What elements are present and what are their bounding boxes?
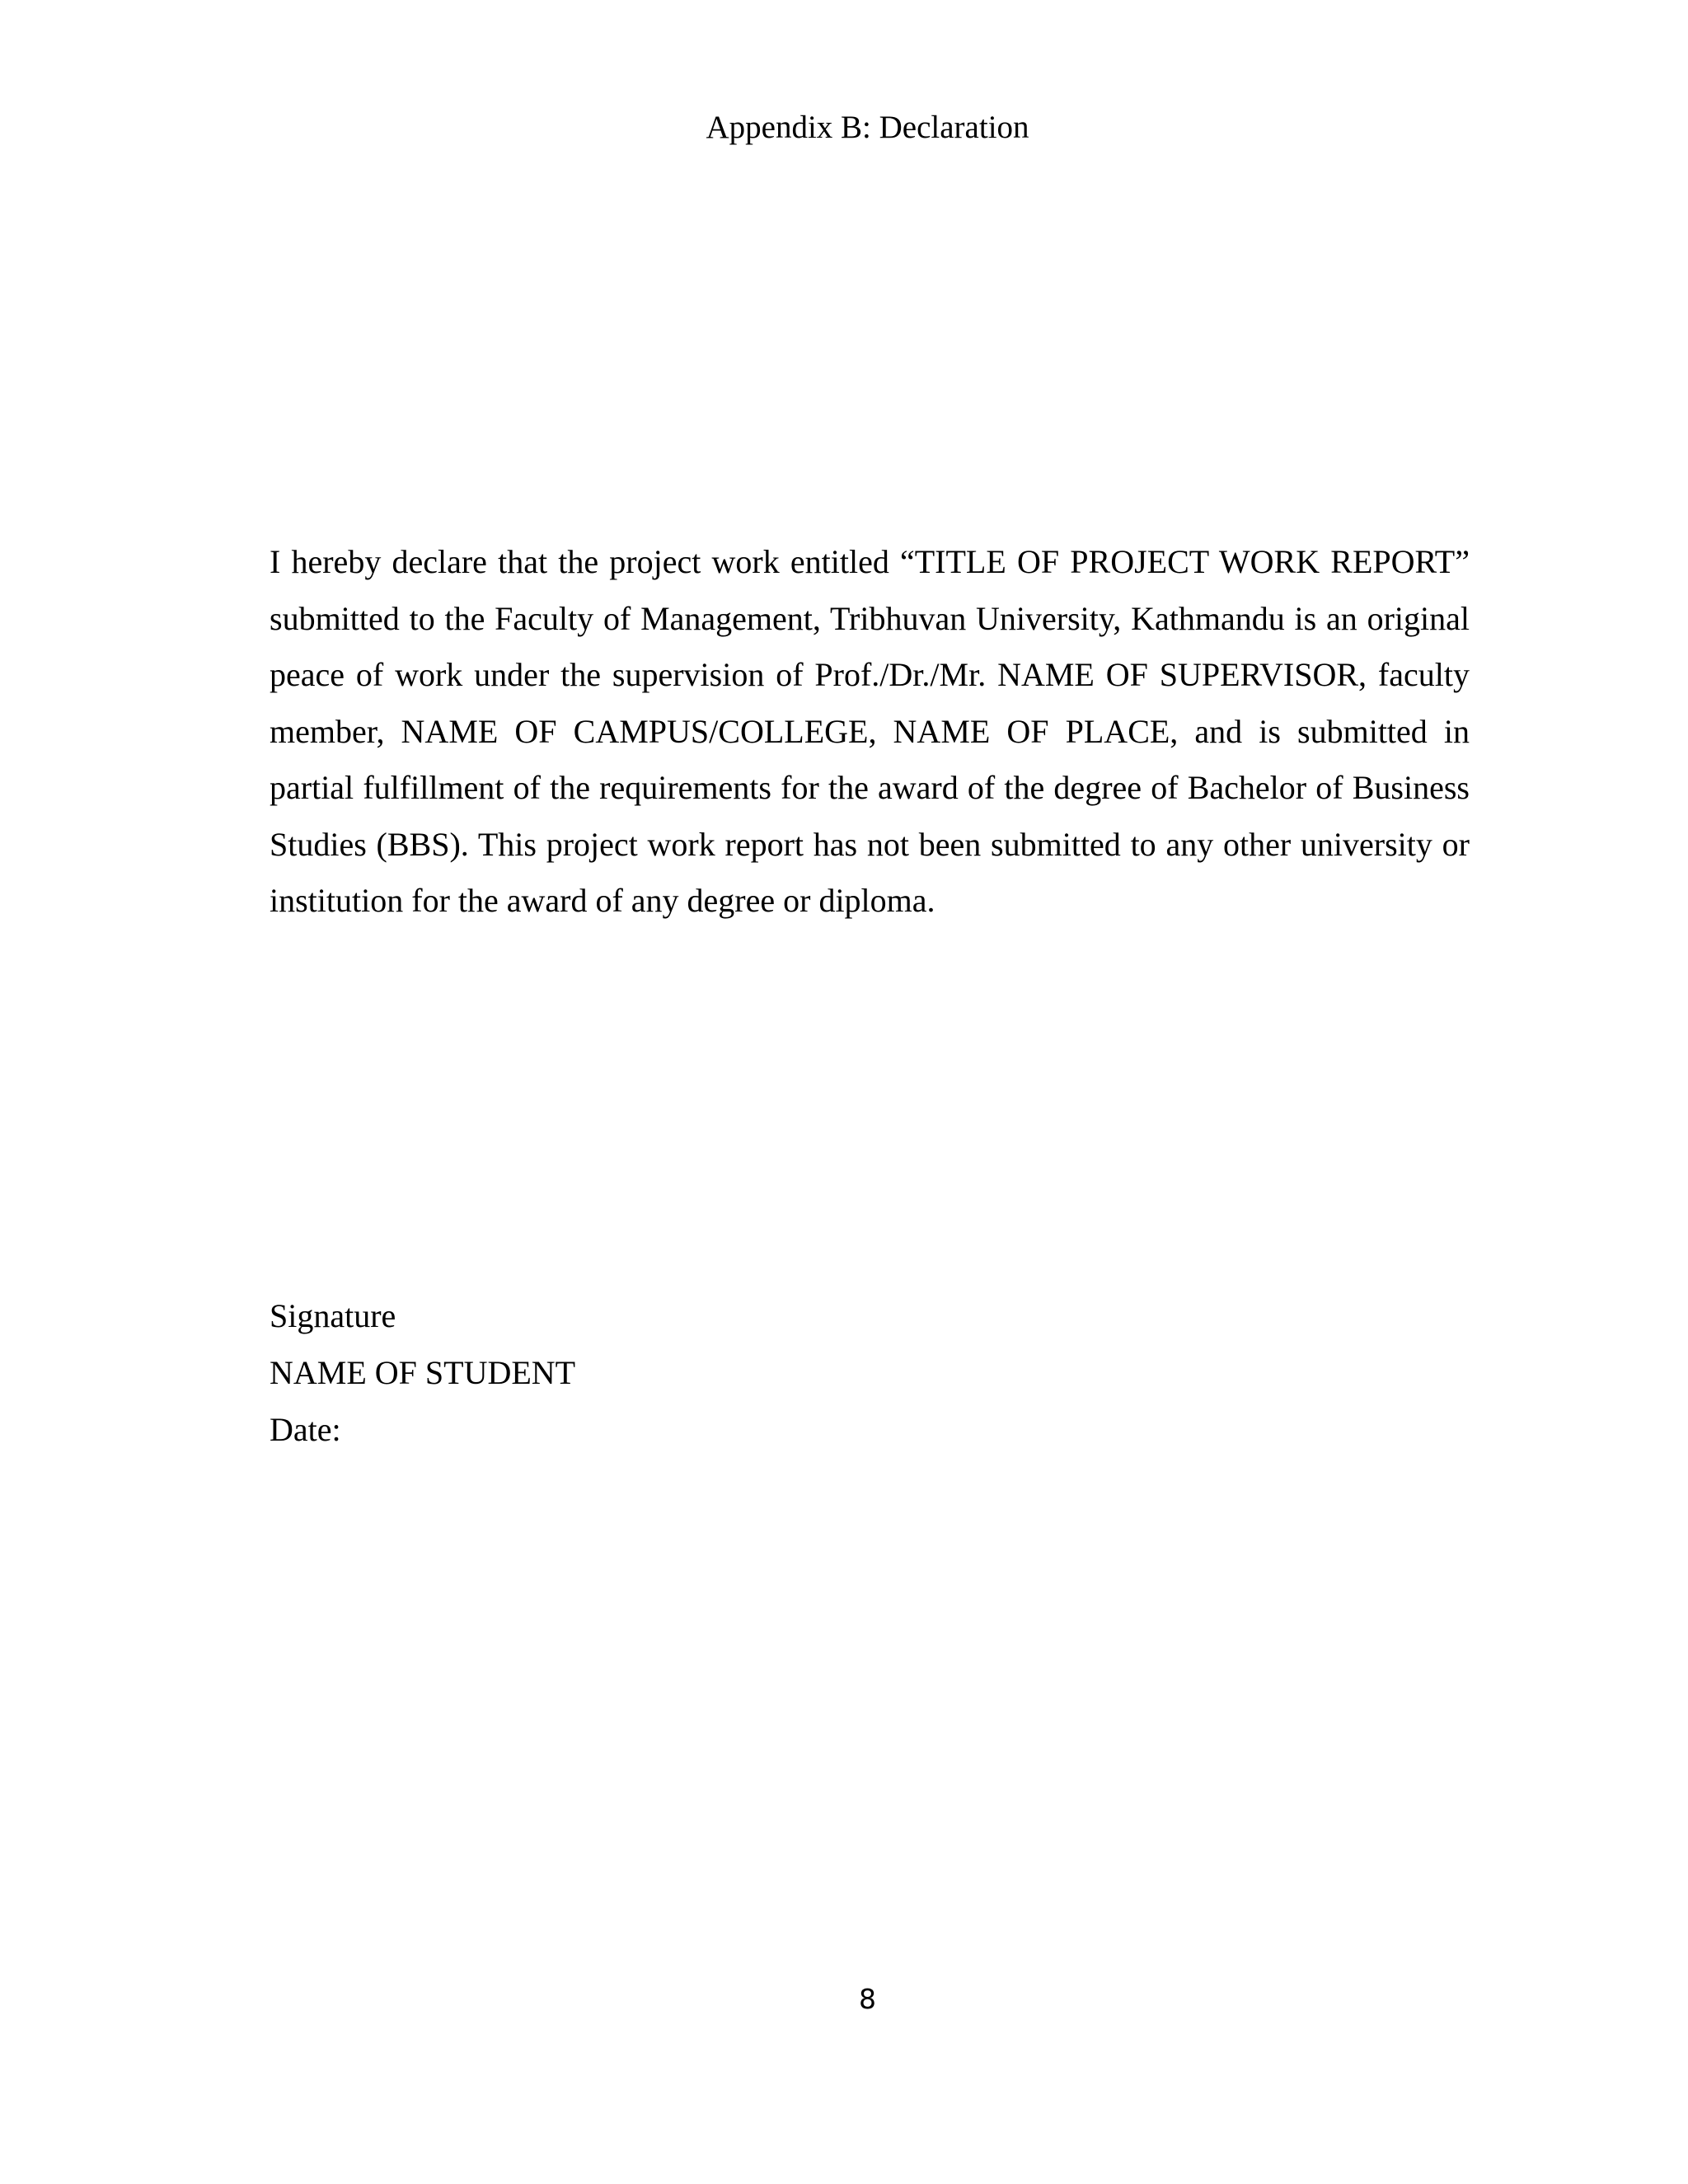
page-number: 8: [859, 1983, 876, 2015]
signature-block: [270, 1287, 575, 1458]
signature-label: Signature: [270, 1297, 396, 1334]
declaration-paragraph: I hereby declare that the project work entitled “TITLE OF PROJECT WORK REPORT” submitted to the Faculty of Management, Tribhuvan University, Kathmandu is an original peace of work under the supervision of Prof./Dr./Mr. NAME OF SUPERVISOR, faculty member, NAME OF CAMPUS/COLLEGE, NAME OF PLACE, and is submitted in partial fulfillment of the requirements for the award of the degree of Bachelor of Business Studies (BBS). This project work report has not been submitted to any other university or institution for the award of any degree or diploma.: [270, 543, 1470, 919]
date-label: Date:: [270, 1411, 341, 1448]
page-heading: Appendix B: Declaration: [706, 110, 1029, 145]
student-name: NAME OF STUDENT: [270, 1354, 576, 1391]
